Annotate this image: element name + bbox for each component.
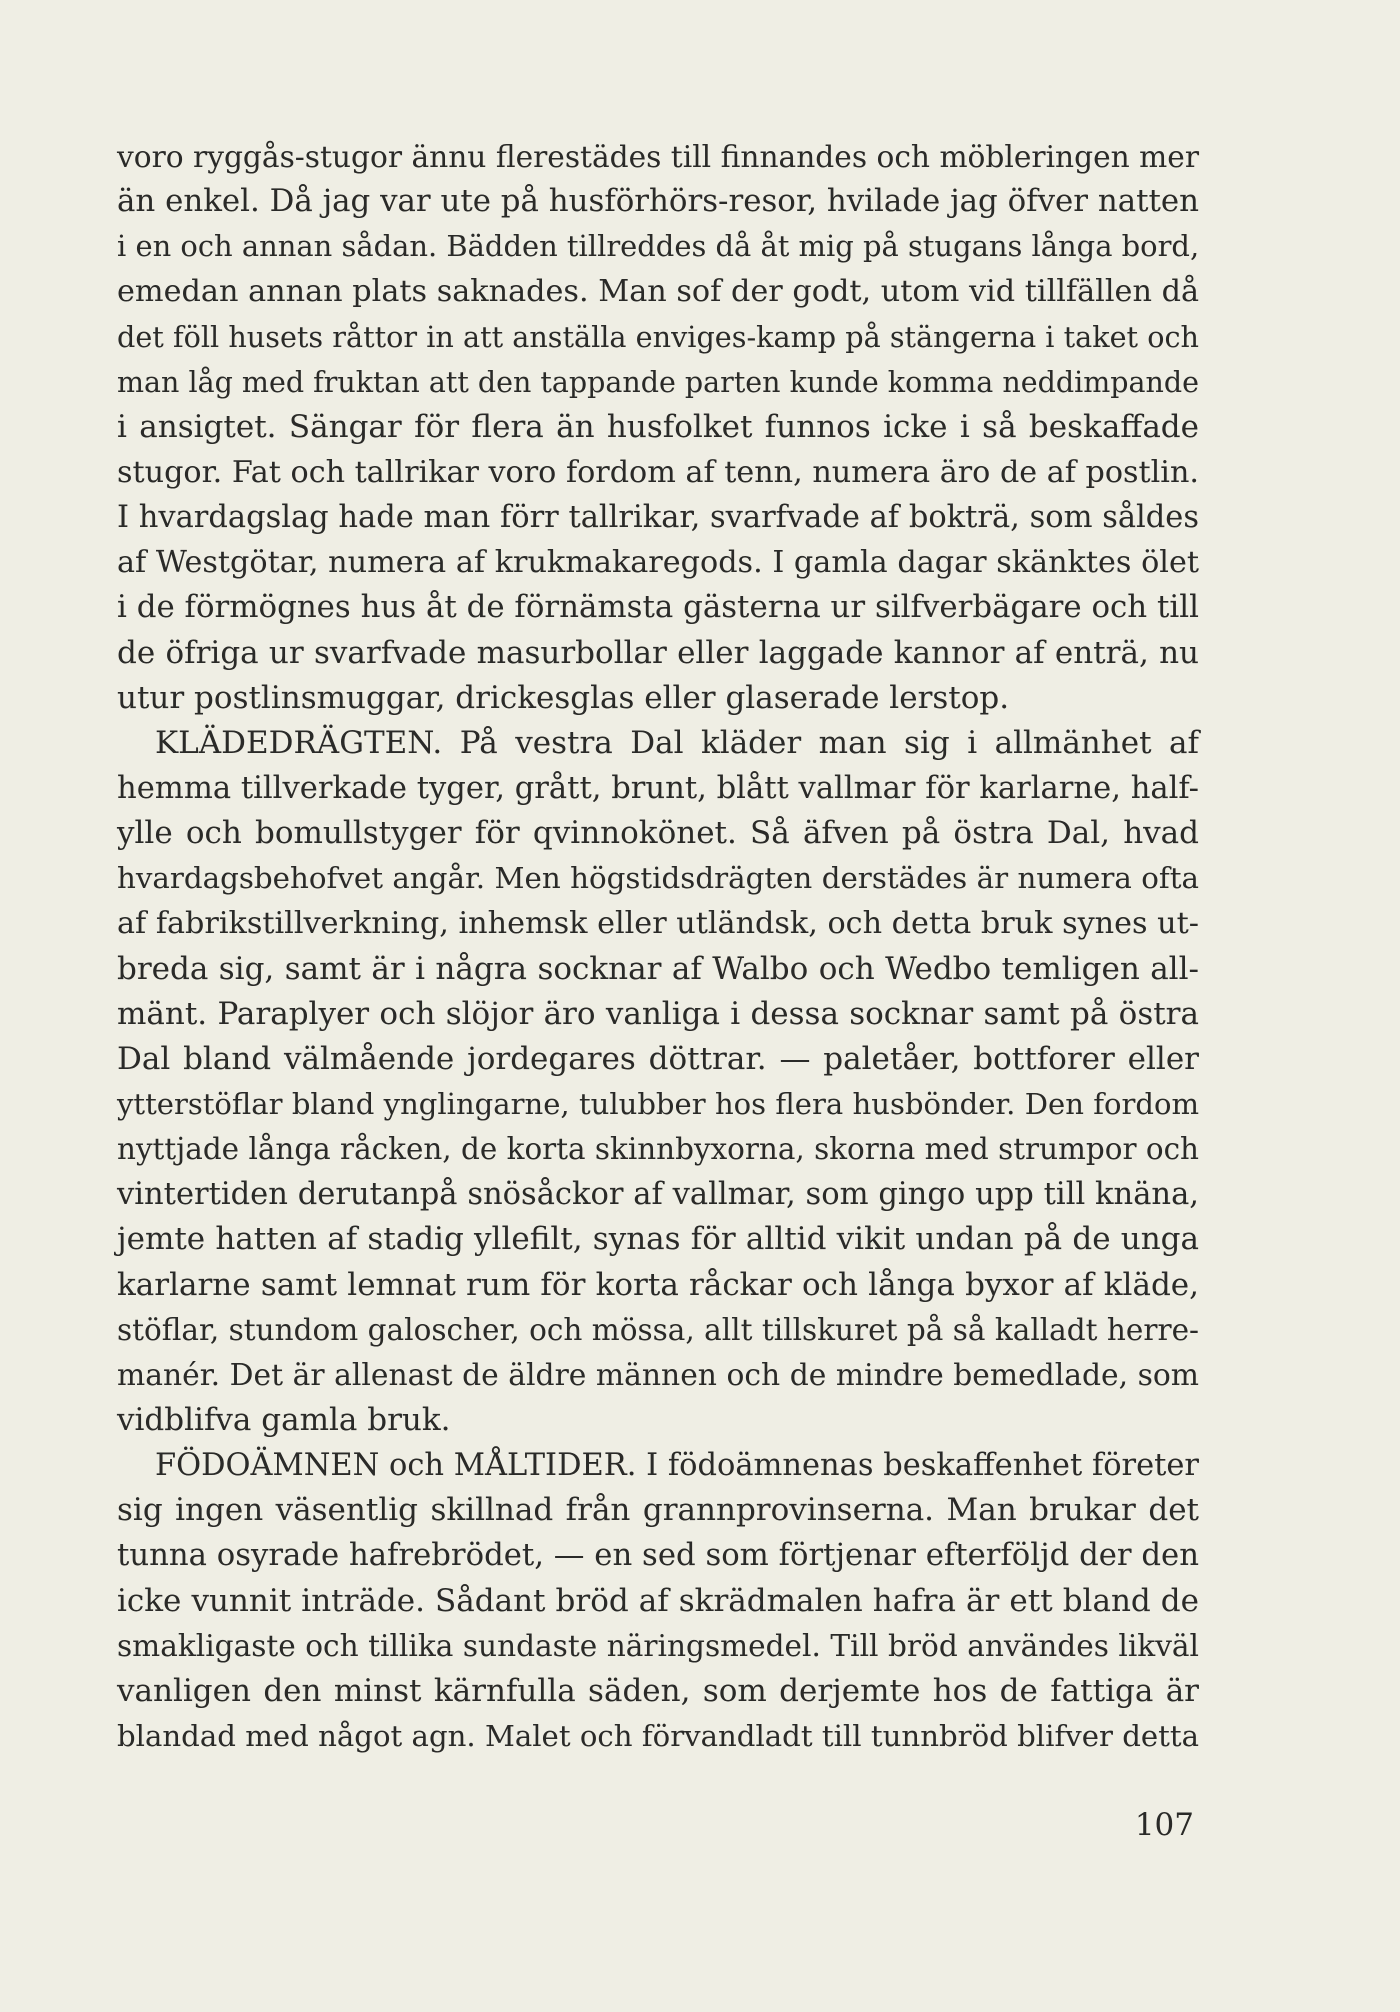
text-line: vidblifva gamla bruk. bbox=[117, 1401, 451, 1438]
text-line: utur postlinsmuggar, drickesglas eller glaserade lerstop. bbox=[117, 679, 1010, 716]
text-line: mänt. Paraplyer och slöjor äro vanliga i dessa socknar samt på östra bbox=[117, 995, 1199, 1032]
text-line: de öfriga ur svarfvade masurbollar eller laggade kannor af enträ, nu bbox=[117, 634, 1199, 671]
text-line: smakligaste och tillika sundaste näringsmedel. Till bröd användes likväl bbox=[117, 1628, 1199, 1663]
text-line: jemte hatten af stadig yllefilt, synas för alltid vikit undan på de unga bbox=[117, 1221, 1199, 1258]
text-line: af fabrikstillverkning, inhemsk eller utländsk, och detta bruk synes ut- bbox=[117, 906, 1200, 942]
text-line: Dal bland välmående jordegares döttrar. — paletåer, bottforer eller bbox=[117, 1040, 1199, 1077]
text-line: icke vunnit inträde. Sådant bröd af skrädmalen hafra är ett bland de bbox=[117, 1582, 1199, 1619]
text-line: manér. Det är allenast de äldre männen och de mindre bemedlade, som bbox=[117, 1357, 1199, 1393]
text-line: stugor. Fat och tallrikar voro fordom af tenn, numera äro de af postlin. bbox=[117, 454, 1199, 490]
text-line: i en och annan sådan. Bädden tillreddes då åt mig på stugans långa bord, bbox=[117, 229, 1200, 264]
text-line: emedan annan plats saknades. Man sof der godt, utom vid tillfällen då bbox=[117, 274, 1199, 310]
text-line: stöflar, stundom galoscher, och mössa, allt tillskuret på så kalladt herre- bbox=[117, 1312, 1199, 1347]
text-line: man låg med fruktan att den tappande parten kunde komma neddimpande bbox=[117, 365, 1200, 399]
text-line: vintertiden derutanpå snösåckor af vallmar, som gingo upp till knäna, bbox=[117, 1177, 1199, 1213]
text-line: sig ingen väsentlig skillnad från grannprovinserna. Man brukar det bbox=[117, 1492, 1199, 1529]
text-line: voro ryggås-stugor ännu flerestädes till finnandes och möbleringen mer bbox=[117, 139, 1199, 174]
text-line: nyttjade långa råcken, de korta skinnbyxorna, skorna med strumpor och bbox=[117, 1132, 1199, 1167]
text-line: karlarne samt lemnat rum för korta råckar och långa byxor af kläde, bbox=[117, 1266, 1199, 1303]
text-line: hemma tillverkade tyger, grått, brunt, blått vallmar för karlarne, half- bbox=[117, 770, 1199, 806]
text-line: tunna osyrade hafrebrödet, — en sed som förtjenar efterföljd der den bbox=[117, 1537, 1199, 1574]
text-line: vanligen den minst kärnfulla säden, som derjemte hos de fattiga är bbox=[117, 1672, 1199, 1709]
page-number: 107 bbox=[1134, 1807, 1194, 1843]
text-line: ytterstöflar bland ynglingarne, tulubber hos flera husbönder. Den fordom bbox=[117, 1086, 1199, 1121]
text-line: det föll husets råttor in att anställa enviges-kamp på stängerna i taket och bbox=[117, 319, 1199, 354]
body-text bbox=[117, 134, 1199, 1759]
text-line: af Westgötar, numera af krukmakaregods. I gamla dagar skänktes ölet bbox=[117, 545, 1199, 581]
text-line: än enkel. Då jag var ute på husförhörs-resor, hvilade jag öfver natten bbox=[117, 183, 1199, 220]
text-line: I hvardagslag hade man förr tallrikar, svarfvade af bokträ, som såldes bbox=[117, 500, 1199, 536]
text-line: hvardagsbehofvet angår. Men högstidsdrägten derstädes är numera ofta bbox=[117, 861, 1199, 896]
text-line: i de förmögnes hus åt de förnämsta gästerna ur silfverbägare och till bbox=[117, 589, 1199, 626]
text-line: blandad med något agn. Malet och förvandladt till tunnbröd blifver detta bbox=[117, 1718, 1199, 1753]
text-line: i ansigtet. Sängar för flera än husfolket funnos icke i så beskaffade bbox=[117, 408, 1199, 445]
section-heading-line: FÖDOÄMNEN och MÅLTIDER. I födoämnenas beskaffenhet företer bbox=[155, 1448, 1199, 1484]
text-line: ylle och bomullstyger för qvinnokönet. Så äfven på östra Dal, hvad bbox=[117, 815, 1199, 852]
section-heading-line: KLÄDEDRÄGTEN. På vestra Dal kläder man sig i allmänhet af bbox=[155, 724, 1199, 761]
text-line: breda sig, samt är i några socknar af Walbo och Wedbo temligen all- bbox=[117, 950, 1199, 987]
